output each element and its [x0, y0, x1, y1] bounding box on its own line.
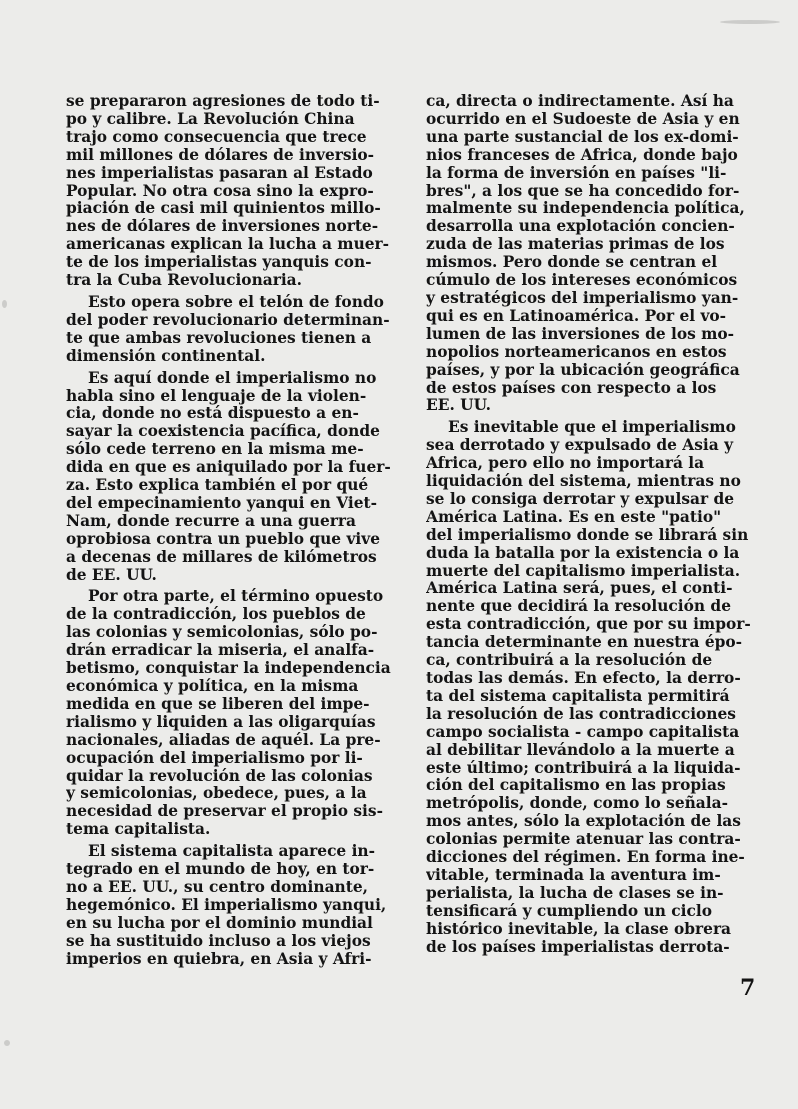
text-line: no a EE. UU., su centro dominante, — [66, 878, 369, 896]
text-line: se prepararon agresiones de todo ti- — [66, 93, 380, 110]
text-line: mos antes, sólo la explotación de las — [426, 813, 741, 831]
text-line: metrópolis, donde, como lo señala- — [426, 795, 728, 813]
text-line: rialismo y liquiden a las oligarquías — [66, 713, 376, 731]
text-line: ta del sistema capitalista permitirá — [426, 687, 730, 705]
text-line: y semicolonias, obedece, pues, a la — [66, 785, 367, 803]
text-line: cúmulo de los intereses económicos — [426, 272, 738, 290]
text-line: dicciones del régimen. En forma ine- — [426, 849, 745, 867]
text-line: de la contradicción, los pueblos de — [66, 606, 366, 624]
text-line: habla sino el lenguaje de la violen- — [66, 387, 367, 405]
text-line: Popular. No otra cosa sino la expro- — [66, 182, 374, 200]
text-line: y estratégicos del imperialismo yan- — [426, 289, 739, 307]
text-line: quidar la revolución de las colonias — [66, 767, 373, 785]
text-line: za. Esto explica también el por qué — [66, 477, 369, 495]
text-line: zuda de las materias primas de los — [426, 236, 725, 254]
text-line: campo socialista - campo capitalista — [426, 723, 740, 741]
text-line: de estos países con respecto a los — [426, 379, 717, 397]
text-line: te que ambas revoluciones tienen a — [66, 329, 372, 347]
text-line: ca, contribuirá a la resolución de — [426, 652, 713, 670]
text-line: la forma de inversión en países "li- — [426, 164, 727, 182]
text-line: Africa, pero ello no importará la — [426, 455, 705, 473]
text-line: trajo como consecuencia que trece — [66, 128, 367, 146]
text-line: de los países imperialistas derrota- — [426, 938, 730, 956]
text-line: vitable, terminada la aventura im- — [426, 866, 721, 884]
text-line: necesidad de preservar el propio sis- — [66, 803, 383, 821]
text-line: del poder revolucionario determinan- — [66, 311, 390, 329]
text-line: imperios en quiebra, en Asia y Afri- — [66, 950, 372, 968]
text-line: bres", a los que se ha concedido for- — [426, 182, 740, 200]
text-line: muerte del capitalismo imperialista. — [426, 562, 741, 580]
text-line: lumen de las inversiones de los mo- — [426, 325, 735, 343]
text-line: nopolios norteamericanos en estos — [426, 343, 727, 361]
page-speck — [2, 300, 7, 308]
text-line: ocupación del imperialismo por li- — [66, 749, 363, 767]
text-line: medida en que se liberen del impe- — [66, 695, 370, 713]
text-line: nes de dólares de inversiones norte- — [66, 218, 379, 236]
text-line: Por otra parte, el término opuesto — [88, 588, 384, 606]
text-line: se ha sustituido incluso a los viejos — [66, 932, 371, 950]
text-line: sea derrotado y expulsado de Asia y — [426, 437, 734, 455]
text-line: económica y política, en la misma — [66, 678, 359, 695]
text-line: betismo, conquistar la independencia — [66, 660, 391, 678]
page-speck — [4, 1040, 10, 1046]
text-line: las colonias y semicolonias, sólo po- — [66, 624, 378, 642]
text-line: histórico inevitable, la clase obrera — [426, 920, 732, 938]
text-line: al debilitar llevándolo a la muerte a — [426, 741, 735, 759]
text-line: todas las demás. En efecto, la derro- — [426, 670, 741, 687]
text-line: piación de casi mil quinientos millo- — [66, 200, 381, 218]
text-line: americanas explican la lucha a muer- — [66, 236, 390, 254]
text-line: liquidación del sistema, mientras no — [426, 473, 741, 491]
text-line: tensificará y cumpliendo un ciclo — [426, 902, 712, 920]
text-line: se lo consiga derrotar y expulsar de — [426, 490, 735, 508]
text-line: tema capitalista. — [66, 821, 211, 839]
text-line: nios franceses de Africa, donde bajo — [426, 146, 738, 164]
text-line: perialista, la lucha de clases se in- — [426, 884, 724, 902]
text-line: colonias permite atenuar las contra- — [426, 831, 741, 849]
text-line: EE. UU. — [426, 397, 491, 415]
text-line: América Latina será, pues, el conti- — [426, 580, 733, 598]
text-line: de EE. UU. — [66, 566, 157, 584]
text-line: te de los imperialistas yanquis con- — [66, 254, 372, 272]
text-line: duda la batalla por la existencia o la — [426, 544, 740, 562]
text-line: Esto opera sobre el telón de fondo — [88, 293, 384, 311]
left-text-column — [66, 93, 400, 969]
text-line: países, y por la ubicación geográfica — [426, 361, 740, 379]
text-line: sayar la coexistencia pacífica, donde — [66, 423, 380, 441]
text-line: oprobiosa contra un pueblo que vive — [66, 530, 380, 548]
page-speck — [720, 20, 780, 24]
text-line: sólo cede terreno en la misma me- — [66, 441, 364, 459]
text-line: mil millones de dólares de inversio- — [66, 146, 375, 164]
text-line: del imperialismo donde se librará sin — [426, 526, 749, 544]
text-line: desarrolla una explotación concien- — [426, 218, 735, 236]
text-line: ca, directa o indirectamente. Así ha — [426, 93, 734, 110]
text-line: ocurrido en el Sudoeste de Asia y en — [426, 110, 740, 128]
text-line: del empecinamiento yanqui en Viet- — [66, 494, 378, 512]
text-line: Nam, donde recurre a una guerra — [66, 512, 356, 530]
text-line: en su lucha por el dominio mundial — [66, 914, 373, 932]
text-line: esta contradicción, que por su impor- — [426, 616, 751, 634]
text-line: una parte sustancial de los ex-domi- — [426, 128, 739, 146]
text-line: Es inevitable que el imperialismo — [448, 419, 736, 437]
text-line: Es aquí donde el imperialismo no — [88, 369, 377, 387]
page-number: 7 — [740, 975, 756, 1001]
text-line: a decenas de millares de kilómetros — [66, 548, 377, 566]
text-line: ción del capitalismo en las propias — [426, 777, 726, 795]
text-line: tegrado en el mundo de hoy, en tor- — [66, 861, 375, 879]
text-line: nente que decidirá la resolución de — [426, 598, 731, 616]
right-text-column — [426, 93, 764, 957]
text-line: hegemónico. El imperialismo yanqui, — [66, 896, 387, 914]
text-line: América Latina. Es en este "patio" — [426, 508, 722, 526]
text-line: mismos. Pero donde se centran el — [426, 254, 718, 272]
text-line: nes imperialistas pasaran al Estado — [66, 164, 373, 182]
text-line: este último; contribuirá a la liquida- — [426, 759, 741, 777]
text-line: tancia determinante en nuestra épo- — [426, 634, 743, 652]
text-line: nacionales, aliadas de aquél. La pre- — [66, 731, 381, 749]
text-line: dida en que es aniquilado por la fuer- — [66, 459, 391, 477]
text-line: malmente su independencia política, — [426, 200, 745, 218]
text-line: tra la Cuba Revolucionaria. — [66, 272, 303, 290]
text-line: El sistema capitalista aparece in- — [88, 843, 376, 861]
text-line: cia, donde no está dispuesto a en- — [66, 405, 359, 423]
text-line: po y calibre. La Revolución China — [66, 110, 355, 128]
text-line: dimensión continental. — [66, 347, 266, 365]
text-line: drán erradicar la miseria, el analfa- — [66, 642, 375, 660]
text-line: qui es en Latinoamérica. Por el vo- — [426, 307, 727, 325]
text-line: la resolución de las contradicciones — [426, 705, 736, 723]
